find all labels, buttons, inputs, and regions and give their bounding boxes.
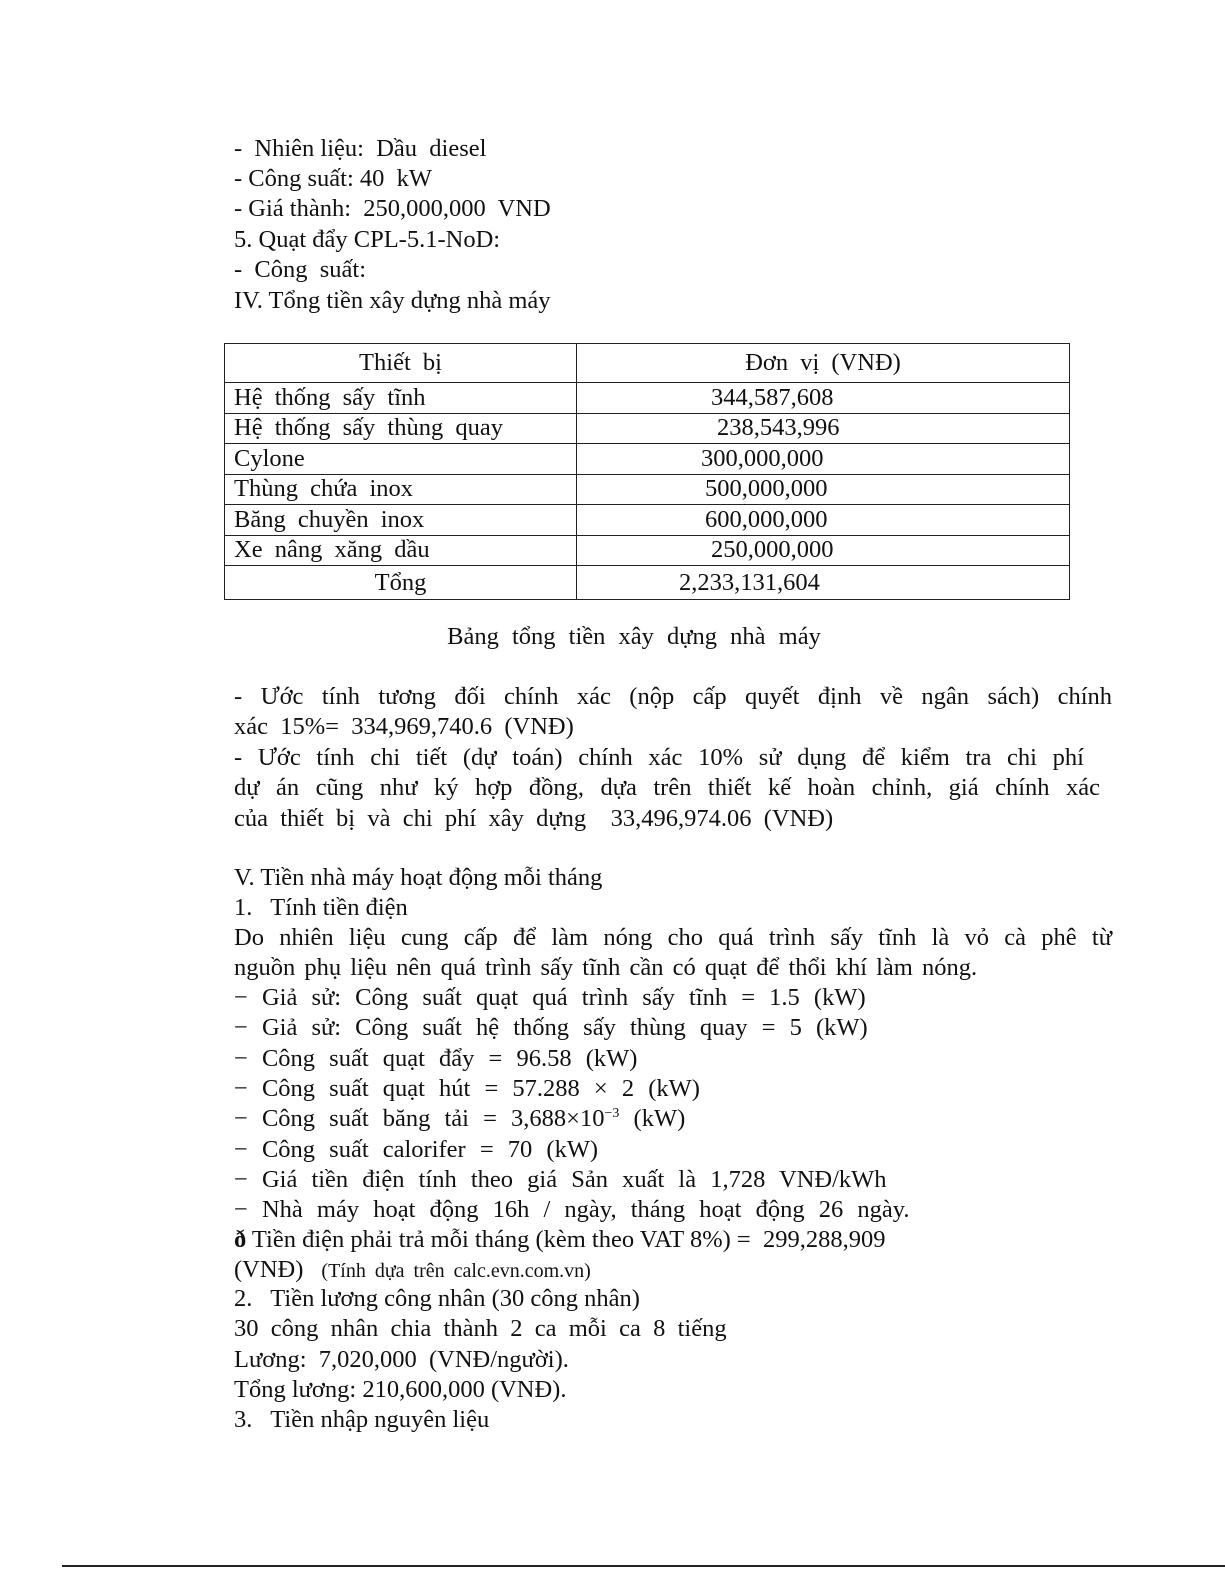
table-row [225,535,1070,566]
page-bottom-rule [62,1565,1225,1567]
fan-power-line: - Công suất: [234,256,367,283]
row-value: 600,000,000 [577,505,1070,536]
header-unit: Đơn vị (VNĐ) [577,344,1070,383]
total-salary-line: Tổng lương: 210,600,000 (VNĐ). [234,1376,567,1403]
estimate-2-line-2: dự án cũng như ký hợp đồng, dựa trên thiết kế hoàn chỉnh, giá chính xác [234,774,1100,801]
row-name: Cylone [225,444,577,475]
electricity-result-unit [234,1255,591,1286]
section-5-title: V. Tiền nhà máy hoạt động mỗi tháng [234,864,603,891]
row-value: 250,000,000 [577,535,1070,566]
bullet-rotary-dryer: − Giả sử: Công suất hệ thống sấy thùng quay = 5 (kW) [234,1014,868,1041]
workers-line: 30 công nhân chia thành 2 ca mỗi ca 8 tiếng [234,1315,727,1342]
estimate-2-line-3: của thiết bị và chi phí xây dựng 33,496,974.06 (VNĐ) [234,805,834,832]
row-name: Băng chuyền inox [225,505,577,536]
electricity-result [234,1225,885,1255]
item-2-heading: 2. Tiền lương công nhân (30 công nhân) [234,1285,640,1312]
row-name: Hệ thống sấy thùng quay [225,413,577,444]
cost-table [224,343,1070,600]
section-4-title: IV. Tổng tiền xây dựng nhà máy [234,287,551,314]
conveyor-text: − Công suất băng tải = 3,688×10 [234,1105,605,1132]
row-value: 300,000,000 [577,444,1070,475]
fuel-line: - Nhiên liệu: Dầu diesel [234,135,487,162]
estimate-2-line-1: - Ước tính chi tiết (dự toán) chính xác 10% sử dụng để kiểm tra chi phí [234,744,1084,771]
result-text: Tiền điện phải trả mỗi tháng (kèm theo VAT 8%) = 299,288,909 [246,1226,886,1253]
row-value: 344,587,608 [577,383,1070,414]
item-1-heading: 1. Tính tiền điện [234,894,408,921]
intro-line-2: nguồn phụ liệu nên quá trình sấy tĩnh cần có quạt để thổi khí làm nóng. [234,954,978,981]
row-name: Xe nâng xăng dầu [225,535,577,566]
fan-heading: 5. Quạt đẩy CPL-5.1-NoD: [234,226,501,253]
bullet-push-fan: − Công suất quạt đẩy = 96.58 (kW) [234,1045,638,1072]
bullet-static-fan: − Giả sử: Công suất quạt quá trình sấy tĩnh = 1.5 (kW) [234,984,866,1011]
power-line: - Công suất: 40 kW [234,165,433,192]
row-value: 238,543,996 [577,413,1070,444]
bullet-conveyor [234,1104,685,1134]
table-caption: Bảng tổng tiền xây dựng nhà máy [447,623,821,650]
total-value: 2,233,131,604 [577,566,1070,600]
table-total-row [225,566,1070,600]
table-row [225,383,1070,414]
estimate-1-line-1: - Ước tính tương đối chính xác (nộp cấp quyết định về ngân sách) chính [234,683,1112,710]
bullet-electricity-price: − Giá tiền điện tính theo giá Sản xuất là 1,728 VNĐ/kWh [234,1166,887,1193]
item-3-heading: 3. Tiền nhập nguyên liệu [234,1406,490,1433]
intro-line-1: Do nhiên liệu cung cấp để làm nóng cho quá trình sấy tĩnh là vỏ cà phê từ [234,924,1112,951]
salary-line: Lương: 7,020,000 (VNĐ/người). [234,1346,569,1373]
row-name: Thùng chứa inox [225,474,577,505]
bullet-calorifer: − Công suất calorifer = 70 (kW) [234,1136,599,1163]
table-row [225,474,1070,505]
conveyor-unit: (kW) [619,1105,686,1132]
row-value: 500,000,000 [577,474,1070,505]
table-row [225,444,1070,475]
table-header-row [225,344,1070,383]
bullet-suction-fan: − Công suất quạt hút = 57.288 × 2 (kW) [234,1075,700,1102]
result-mark: ð [234,1226,247,1253]
estimate-1-line-2: xác 15%= 334,969,740.6 (VNĐ) [234,713,574,740]
table-row [225,505,1070,536]
total-label: Tổng [225,566,577,600]
bullet-operating-hours: − Nhà máy hoạt động 16h / ngày, tháng hoạt động 26 ngày. [234,1196,910,1223]
price-line: - Giá thành: 250,000,000 VND [234,195,551,222]
result-unit: (VNĐ) [234,1256,304,1283]
table-row [225,413,1070,444]
header-equipment: Thiết bị [225,344,577,383]
row-name: Hệ thống sấy tĩnh [225,383,577,414]
conveyor-exponent: −3 [604,1105,620,1121]
result-note: (Tính dựa trên calc.evn.com.vn) [303,1260,591,1282]
